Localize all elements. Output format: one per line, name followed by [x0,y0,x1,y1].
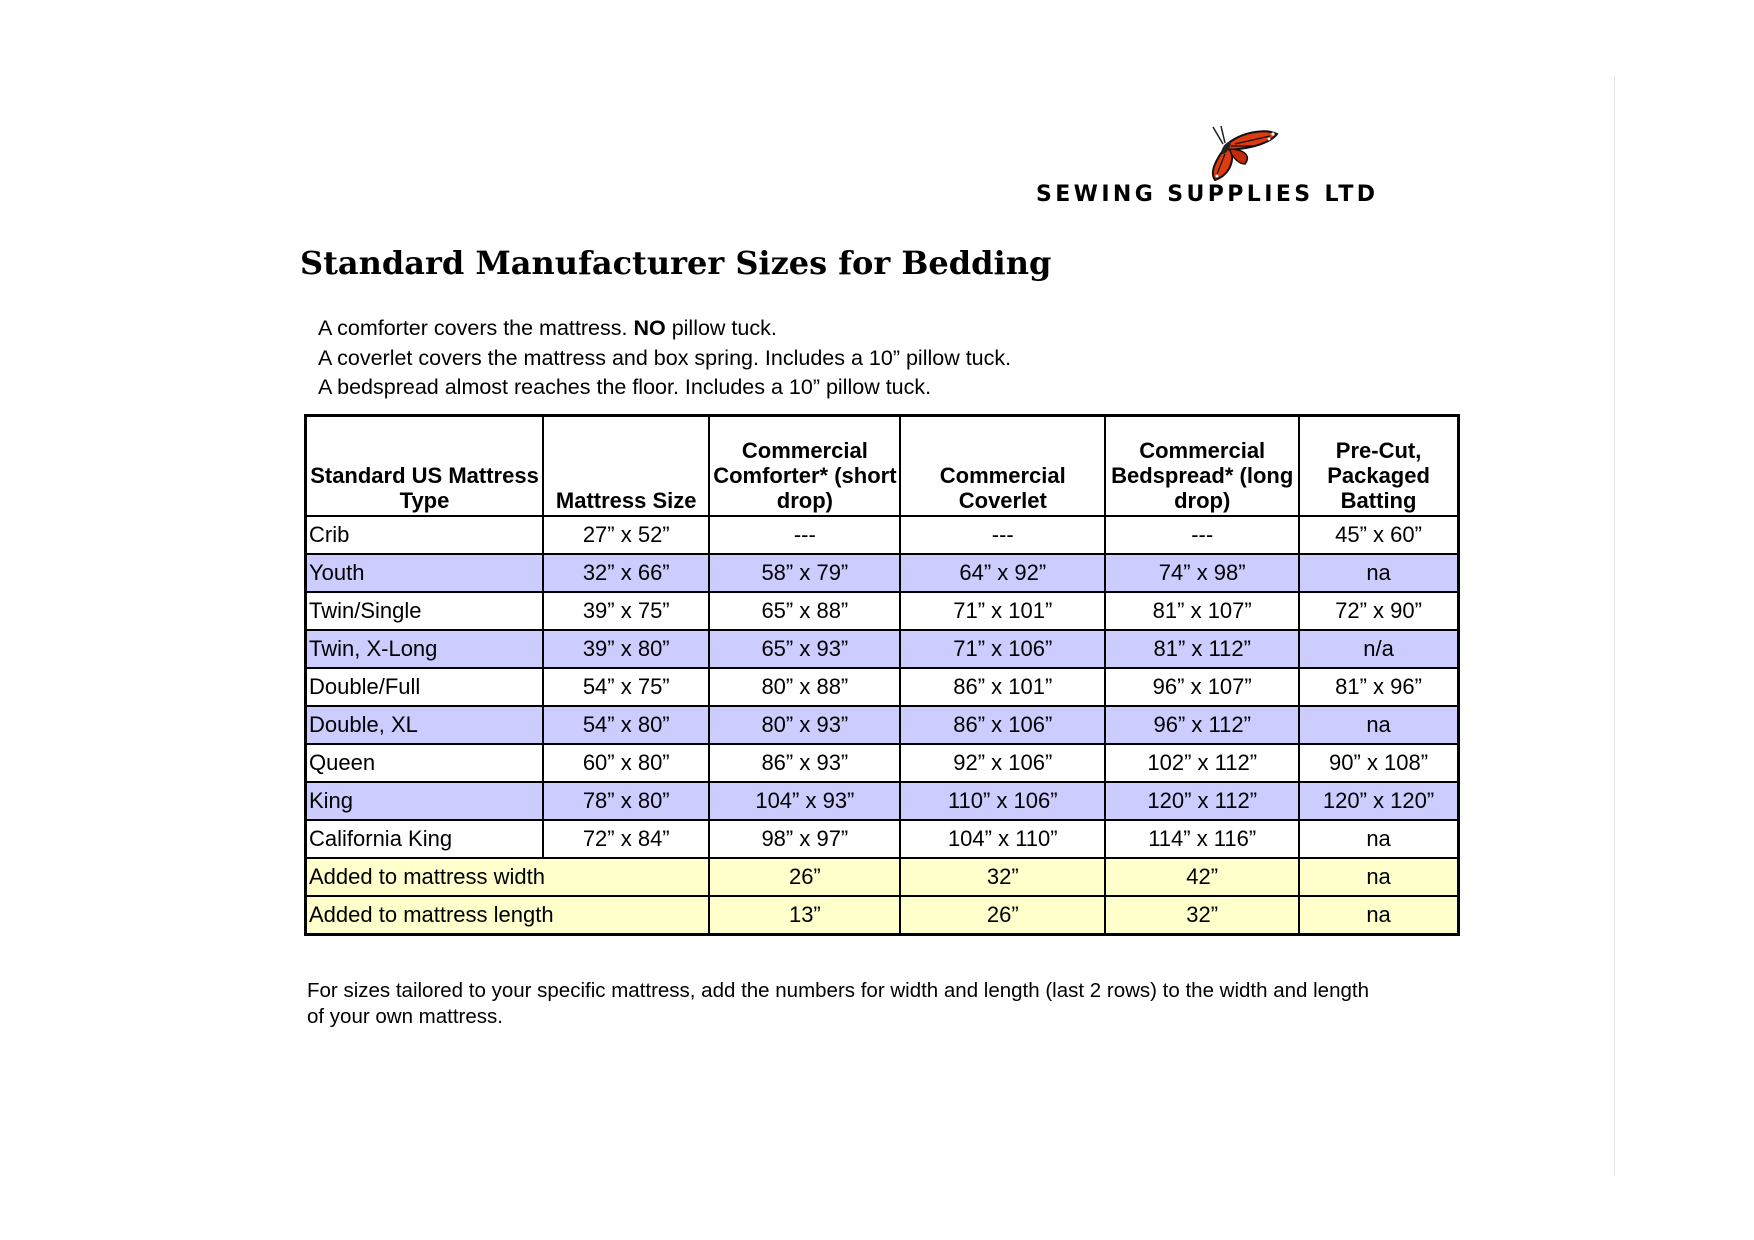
size-cell: 114” x 116” [1105,820,1299,858]
table-row [306,744,1459,782]
mattress-type-cell: Youth [306,554,544,592]
size-cell: 72” x 84” [543,820,709,858]
table-row [306,706,1459,744]
butterfly-icon [1195,124,1285,184]
size-cell: na [1299,706,1458,744]
intro-bedspread: A bedspread almost reaches the floor. Includes a 10” pillow tuck. [318,375,932,399]
size-cell: 102” x 112” [1105,744,1299,782]
size-cell: 86” x 93” [709,744,900,782]
size-cell: 86” x 106” [900,706,1105,744]
allowance-cell: 42” [1105,858,1299,896]
size-cell: 110” x 106” [900,782,1105,820]
size-cell: 45” x 60” [1299,516,1458,554]
size-cell: 64” x 92” [900,554,1105,592]
added-allowance-row [306,896,1459,935]
size-cell: 65” x 88” [709,592,900,630]
table-row [306,592,1459,630]
size-cell: 78” x 80” [543,782,709,820]
header-batting: Pre-Cut, Packaged Batting [1299,416,1458,517]
table-row [306,554,1459,592]
size-cell: 96” x 107” [1105,668,1299,706]
table-row [306,668,1459,706]
bedding-size-table [304,414,1460,936]
intro-comforter [318,314,1011,344]
allowance-cell: 26” [709,858,900,896]
size-cell: 72” x 90” [1299,592,1458,630]
size-cell: 81” x 107” [1105,592,1299,630]
size-cell: 54” x 80” [543,706,709,744]
mattress-type-cell: Double/Full [306,668,544,706]
size-cell: 32” x 66” [543,554,709,592]
size-cell: 104” x 93” [709,782,900,820]
added-allowance-row [306,858,1459,896]
mattress-type-cell: King [306,782,544,820]
size-cell: 58” x 79” [709,554,900,592]
intro-comforter-tail: pillow tuck. [671,316,777,340]
size-cell: 60” x 80” [543,744,709,782]
mattress-type-cell: Twin/Single [306,592,544,630]
header-coverlet: Commercial Coverlet [900,416,1105,517]
size-cell: 81” x 112” [1105,630,1299,668]
header-mattress-type: Standard US Mattress Type [306,416,544,517]
size-cell: n/a [1299,630,1458,668]
table-row [306,516,1459,554]
size-cell: 92” x 106” [900,744,1105,782]
mattress-type-cell: Crib [306,516,544,554]
size-cell: 39” x 75” [543,592,709,630]
size-cell: na [1299,820,1458,858]
company-logo [1030,124,1450,208]
size-cell: 90” x 108” [1299,744,1458,782]
footnote: For sizes tailored to your specific mattress, add the numbers for width and length (last 2 rows) to the width and length of your own mattress. [307,979,1369,1028]
allowance-cell: 26” [900,896,1105,935]
header-mattress-size: Mattress Size [543,416,709,517]
size-cell: --- [1105,516,1299,554]
page-title: Standard Manufacturer Sizes for Bedding [300,244,1052,282]
size-cell: 120” x 112” [1105,782,1299,820]
size-cell: 104” x 110” [900,820,1105,858]
size-cell: 80” x 88” [709,668,900,706]
size-cell: 39” x 80” [543,630,709,668]
logo-text: SEWING SUPPLIES LTD [1036,182,1379,207]
table-header-row [306,416,1459,517]
page-edge-divider [1614,76,1615,1176]
allowance-label-cell: Added to mattress length [306,896,710,935]
intro-list [318,314,1011,403]
size-cell: 71” x 106” [900,630,1105,668]
size-cell: 81” x 96” [1299,668,1458,706]
intro-comforter-text: A comforter covers the mattress. [318,316,628,340]
table-row [306,820,1459,858]
size-cell: 54” x 75” [543,668,709,706]
mattress-type-cell: Queen [306,744,544,782]
table-row [306,630,1459,668]
allowance-cell: 32” [1105,896,1299,935]
size-cell: --- [900,516,1105,554]
size-cell: 71” x 101” [900,592,1105,630]
mattress-type-cell: Double, XL [306,706,544,744]
intro-emphasis: NO [633,316,666,340]
size-cell: 80” x 93” [709,706,900,744]
size-cell: na [1299,554,1458,592]
header-comforter: Commercial Comforter* (short drop) [709,416,900,517]
size-cell: 65” x 93” [709,630,900,668]
table-row [306,782,1459,820]
header-bedspread: Commercial Bedspread* (long drop) [1105,416,1299,517]
size-cell: 27” x 52” [543,516,709,554]
allowance-cell: 32” [900,858,1105,896]
allowance-label-cell: Added to mattress width [306,858,710,896]
size-cell: 86” x 101” [900,668,1105,706]
size-cell: 74” x 98” [1105,554,1299,592]
allowance-cell: na [1299,896,1458,935]
size-cell: 96” x 112” [1105,706,1299,744]
allowance-cell: 13” [709,896,900,935]
size-cell: 120” x 120” [1299,782,1458,820]
mattress-type-cell: California King [306,820,544,858]
size-cell: --- [709,516,900,554]
intro-coverlet: A coverlet covers the mattress and box spring. Includes a 10” pillow tuck. [318,345,1012,370]
mattress-type-cell: Twin, X-Long [306,630,544,668]
allowance-cell: na [1299,858,1458,896]
size-cell: 98” x 97” [709,820,900,858]
